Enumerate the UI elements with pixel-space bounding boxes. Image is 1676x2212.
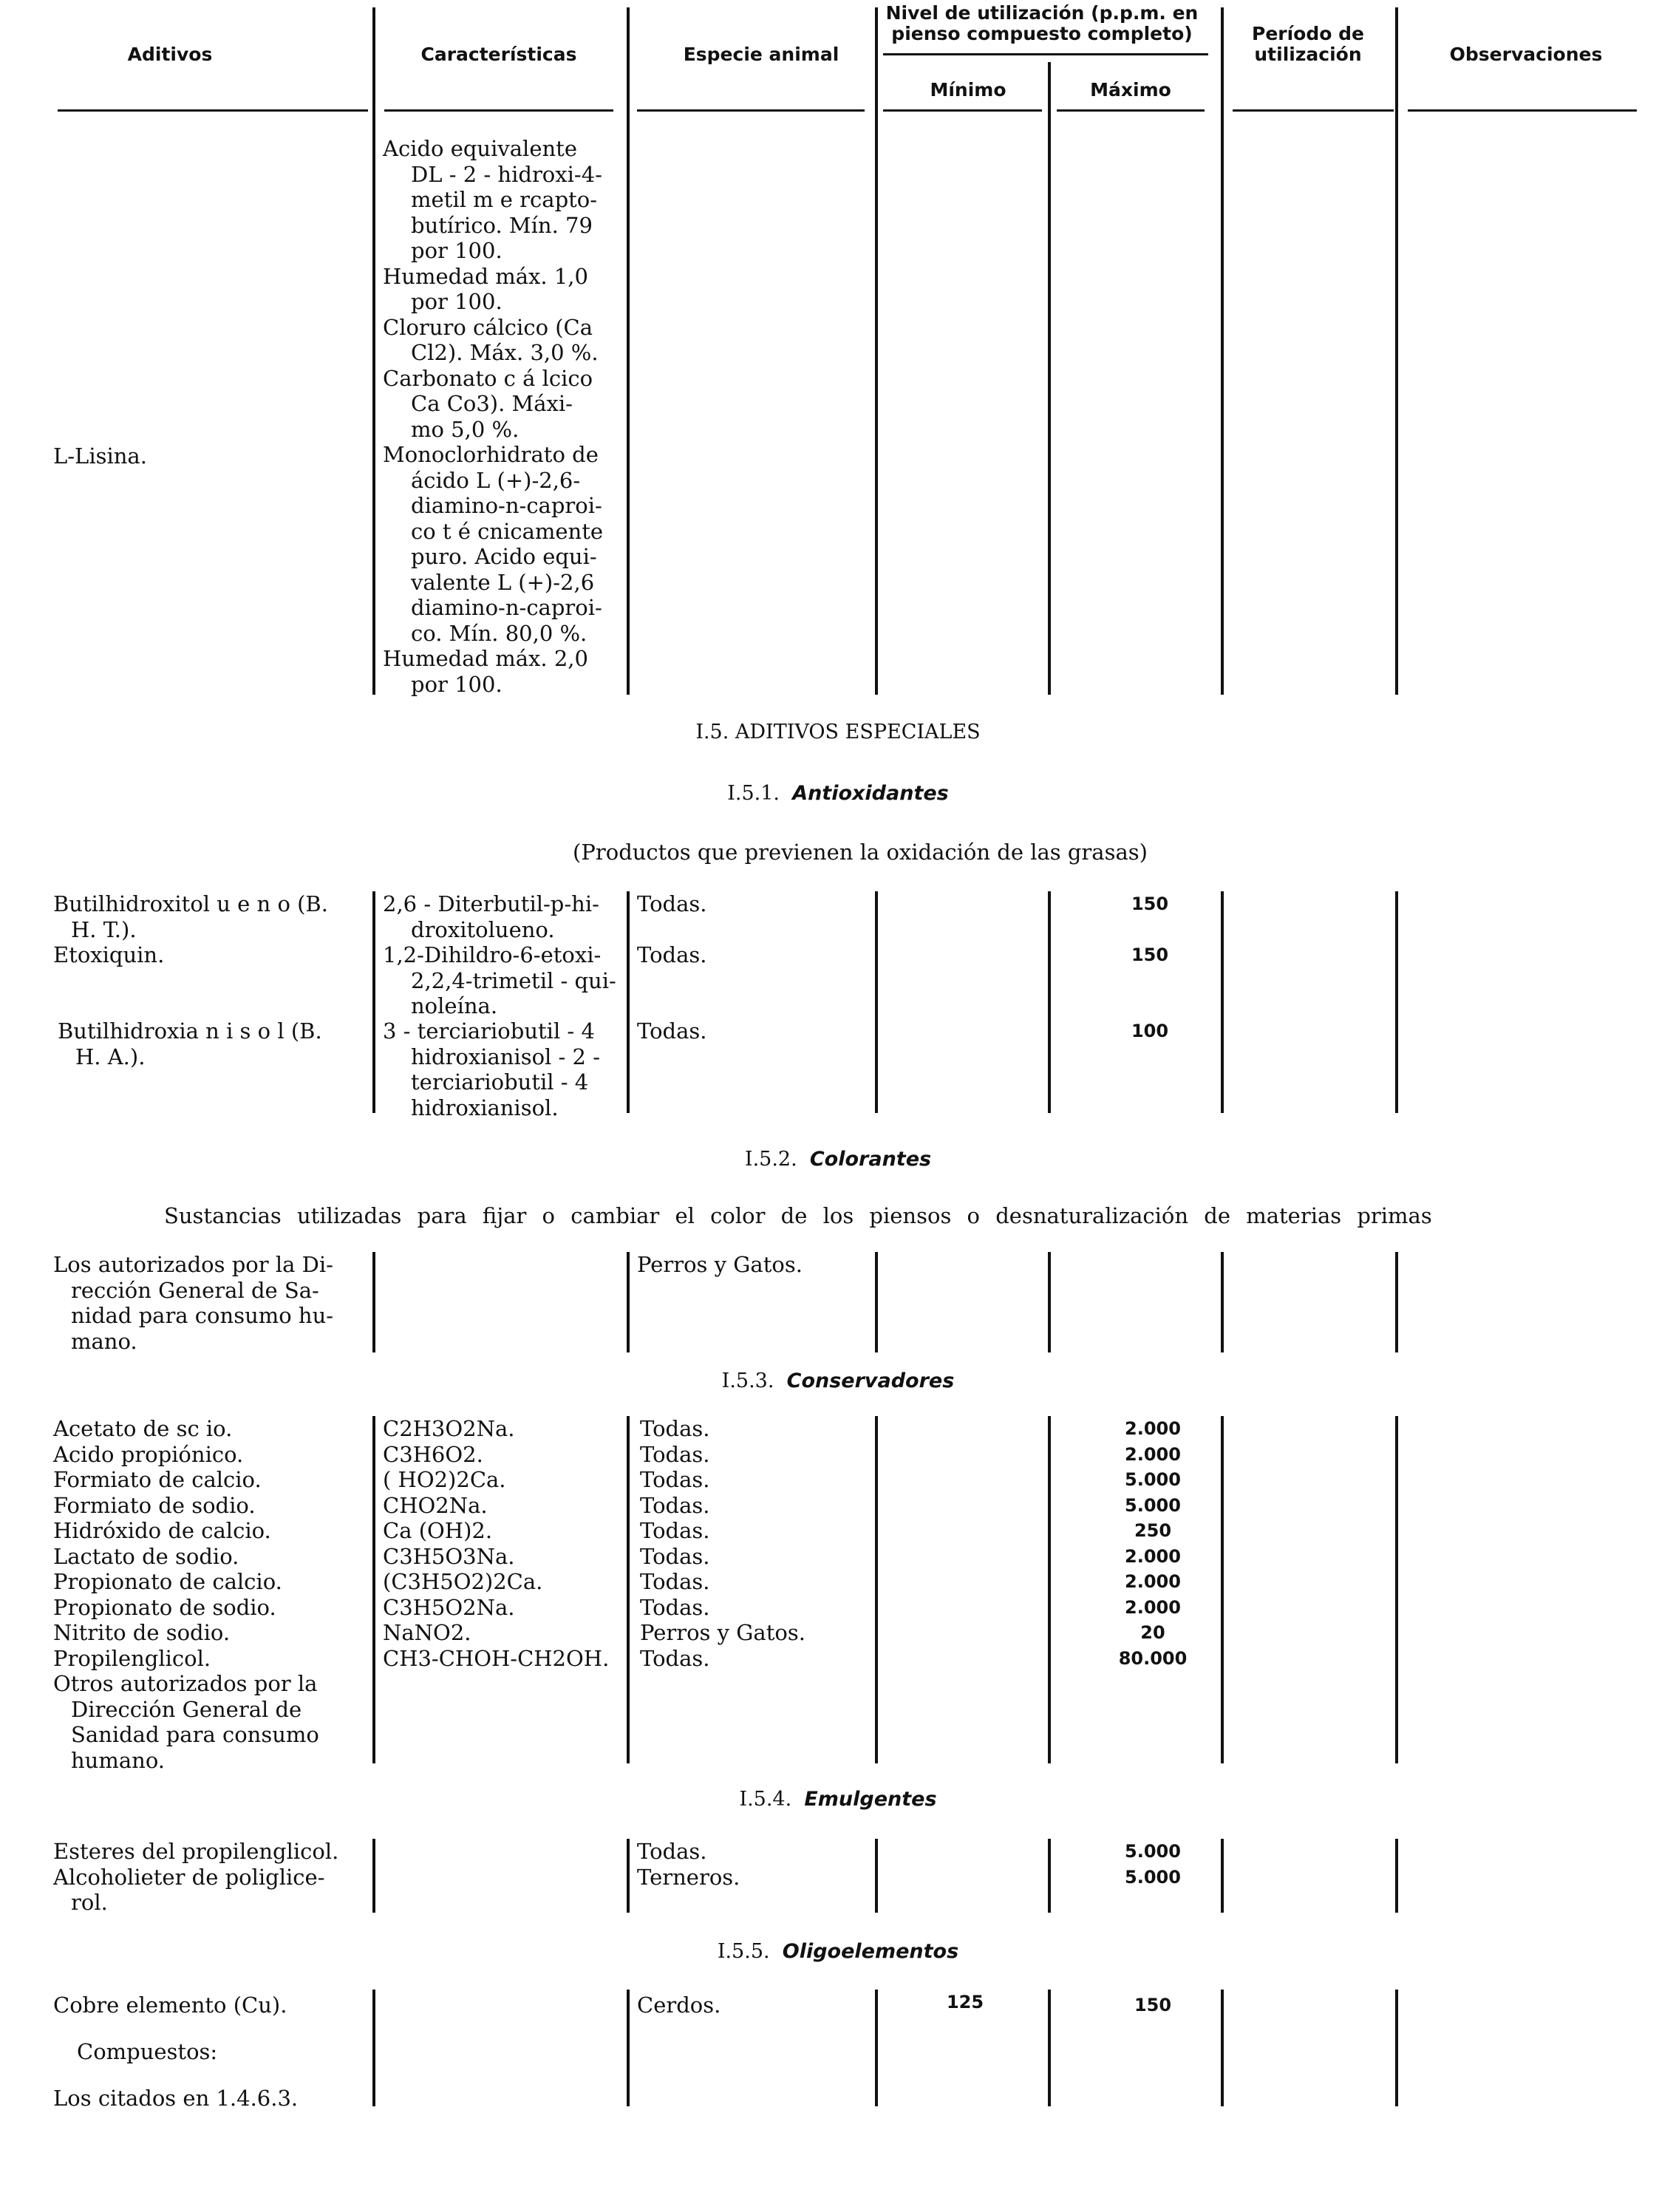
especie-cell: Perros y Gatos. (640, 1620, 805, 1645)
column-rule (875, 1990, 878, 2078)
column-rule (372, 1839, 375, 1913)
car-line: valente L (+)-2,6 (411, 569, 595, 595)
especie-cell: Cerdos. (637, 1992, 721, 2018)
maximo-cell: 150 (1131, 894, 1169, 914)
especie-cell: Todas. (640, 1518, 710, 1543)
table-row (53, 1252, 333, 1354)
car-line: co t é cnicamente (411, 518, 604, 544)
car-line: Humedad máx. 2,0 (383, 646, 588, 671)
maximo-cell: 2.000 (1125, 1545, 1181, 1567)
section-name: Emulgentes (804, 1788, 937, 1811)
header-nivel: Nivel de utilización (p.p.m. en pienso compuesto completo) (885, 2, 1199, 44)
compuestos-label: Compuestos: (77, 2039, 218, 2064)
aditivo-line: Sanidad para consumo (71, 1722, 319, 1747)
header-rule (637, 109, 865, 112)
column-rule (1221, 1990, 1224, 2078)
conservadores-maximos (1108, 1416, 1197, 1671)
maximo-cell: 2.000 (1125, 1596, 1181, 1618)
emulgentes-aditivos (53, 1839, 338, 1916)
formula-cell: NaNO2. (383, 1620, 471, 1645)
header-especie: Especie animal (683, 44, 839, 65)
car-line: 2,6 - Diterbutil-p-hi- (383, 891, 599, 916)
section-name: Antioxidantes (792, 782, 949, 805)
car-line: DL - 2 - hidroxi-4- (411, 161, 602, 187)
column-rule (1395, 1990, 1398, 2078)
car-line: Ca Co3). Máxi- (411, 391, 573, 416)
column-rule (875, 7, 878, 695)
emulgentes-especies (637, 1839, 740, 1890)
column-rule (627, 7, 630, 695)
citados-label: Los citados en 1.4.6.3. (53, 2086, 299, 2111)
maximo-cell: 20 (1140, 1622, 1165, 1643)
car-line: ácido L (+)-2,6- (411, 467, 581, 493)
car-line: droxitolueno. (411, 916, 555, 942)
car-line: Carbonato c á lcico (383, 365, 593, 391)
column-rule (875, 891, 878, 1113)
column-rule (875, 1252, 878, 1352)
especie-cell: Todas. (640, 1569, 710, 1594)
formula-cell: C3H5O2Na. (383, 1594, 515, 1620)
header-rule (883, 109, 1042, 112)
header-periodo: Período de utilización (1252, 23, 1364, 65)
table-row: Propionato de sodio. (53, 1594, 276, 1620)
car-line: Humedad máx. 1,0 (383, 263, 588, 289)
especie-cell: Todas. (637, 1018, 707, 1044)
column-rule (875, 1416, 878, 1763)
car-line: noleína. (411, 993, 498, 1018)
column-rule (1048, 62, 1051, 695)
column-rule (627, 891, 630, 1113)
column-rule (627, 1990, 630, 2078)
car-line: butírico. Mín. 79 (411, 212, 593, 238)
column-rule (372, 891, 375, 1113)
formula-cell: C3H5O3Na. (383, 1543, 515, 1569)
car-line: 1,2-Dihildro-6-etoxi- (383, 942, 602, 967)
table-row: Hidróxido de calcio. (53, 1518, 271, 1543)
especie-cell: Todas. (640, 1467, 710, 1492)
maximo-cell: 250 (1134, 1520, 1172, 1541)
colorantes-subtitle: Sustancias utilizadas para fijar o cambiar el color de los piensos o desnaturalización de materias primas (164, 1203, 1432, 1228)
section-number: I.5.2. (744, 1148, 797, 1171)
formula-cell: (C3H5O2)2Ca. (383, 1569, 543, 1594)
maximo-cell: 100 (1131, 1021, 1169, 1041)
conservadores-heading (0, 1369, 1676, 1394)
header-minimo: Mínimo (930, 79, 1006, 101)
column-rule (1395, 7, 1398, 695)
formula-cell: ( HO2)2Ca. (383, 1467, 506, 1492)
car-line: por 100. (411, 289, 503, 314)
maximo-cell: 150 (1134, 1995, 1172, 2015)
especie-cell: Todas. (640, 1594, 710, 1620)
section-number: I.5.1. (727, 782, 780, 805)
aditivo-line: Los autorizados por la Di- (53, 1252, 333, 1277)
header-rule (1408, 109, 1637, 112)
especie-cell: Todas. (640, 1492, 710, 1518)
column-rule (1221, 1416, 1224, 1763)
car-line: mo 5,0 %. (411, 416, 520, 442)
car-line: co. Mín. 80,0 %. (411, 620, 587, 646)
aditivo-line: H. T.). (71, 916, 137, 942)
oligoelementos-heading (0, 1939, 1676, 1964)
header-rule (384, 109, 613, 112)
column-rule (1221, 891, 1224, 1113)
antioxidantes-heading (0, 781, 1676, 806)
aditivo-line: Butilhidroxia n i s o l (B. (58, 1018, 322, 1044)
column-rule (1395, 1252, 1398, 1352)
especie-cell: Todas. (637, 891, 707, 916)
maximo-cell: 80.000 (1118, 1647, 1188, 1669)
header-observaciones: Observaciones (1449, 44, 1603, 65)
section-number: I.5.3. (721, 1369, 774, 1392)
aditivo-line: rol. (71, 1890, 108, 1915)
table-row (58, 1018, 322, 1069)
column-rule (1048, 1839, 1051, 1913)
table-row: Formiato de sodio. (53, 1492, 256, 1518)
table-row: Propionato de calcio. (53, 1569, 282, 1594)
column-rule (372, 1252, 375, 1352)
car-line: puro. Acido equi- (411, 544, 597, 569)
conservadores-especies (640, 1416, 805, 1671)
car-line: Monoclorhidrato de (383, 442, 599, 467)
column-rule (875, 2078, 878, 2106)
car-line: Acido equivalente (383, 136, 577, 161)
car-line: Cloruro cálcico (Ca (383, 314, 593, 340)
header-rule (1233, 109, 1394, 112)
car-line: 3 - terciariobutil - 4 (383, 1018, 595, 1044)
header-aditivos: Aditivos (127, 44, 213, 65)
car-line: por 100. (411, 238, 503, 263)
maximo-cell: 2.000 (1125, 1418, 1181, 1439)
column-rule (1221, 7, 1224, 695)
formula-cell: CH3-CHOH-CH2OH. (383, 1645, 610, 1671)
column-rule (627, 1416, 630, 1763)
caracteristicas-cell (383, 942, 616, 1019)
especie-cell: Todas. (640, 1543, 710, 1569)
conservadores-aditivos (53, 1416, 319, 1773)
table-row: Propilenglicol. (53, 1645, 211, 1671)
section-title: I.5. ADITIVOS ESPECIALES (695, 721, 981, 743)
column-rule (1221, 1252, 1224, 1352)
car-line: diamino-n-caproi- (411, 493, 602, 518)
car-line: hidroxianisol. (411, 1095, 559, 1120)
car-line: 2,2,4-trimetil - qui- (411, 967, 616, 993)
car-line: diamino-n-caproi- (411, 595, 602, 620)
column-rule (875, 1839, 878, 1913)
column-rule (627, 1252, 630, 1352)
caracteristicas-cell (383, 891, 599, 942)
maximo-cell: 5.000 (1125, 1841, 1181, 1862)
emulgentes-maximos (1108, 1839, 1197, 1890)
car-line: por 100. (411, 671, 503, 697)
especie-cell: Todas. (640, 1645, 710, 1671)
column-rule (1048, 1252, 1051, 1352)
section-number: I.5.5. (717, 1940, 770, 1963)
column-rule (1395, 2078, 1398, 2106)
table-row: Acido propiónico. (53, 1441, 244, 1467)
section-name: Colorantes (809, 1148, 932, 1171)
column-rule (372, 7, 375, 695)
aditivo-line: H. A.). (75, 1044, 146, 1069)
column-rule (1048, 2078, 1051, 2106)
aditivo-line: Otros autorizados por la (53, 1671, 318, 1696)
column-rule (372, 1990, 375, 2078)
table-row: Esteres del propilenglicol. (53, 1839, 339, 1864)
conservadores-formulas (383, 1416, 609, 1671)
maximo-cell: 2.000 (1125, 1571, 1181, 1592)
especie-cell: Todas. (637, 942, 707, 967)
table-row: Acetato de sc io. (53, 1416, 233, 1441)
section-name: Oligoelementos (782, 1940, 959, 1963)
column-rule (1395, 1839, 1398, 1913)
column-rule (1048, 1416, 1051, 1763)
column-rule (627, 2078, 630, 2106)
caracteristicas-cell (383, 1018, 600, 1120)
header-rule (58, 109, 368, 112)
minimo-cell: 125 (946, 1992, 984, 2012)
aditivo-line: nidad para consumo hu- (71, 1303, 334, 1328)
especie-cell: Terneros. (637, 1864, 740, 1890)
aditivo-cell: Cobre elemento (Cu). (53, 1992, 287, 2018)
maximo-cell: 5.000 (1125, 1469, 1181, 1490)
column-rule (1221, 2078, 1224, 2106)
formula-cell: Ca (OH)2. (383, 1518, 493, 1543)
header-rule (883, 53, 1208, 55)
table-row: Formiato de calcio. (53, 1467, 262, 1492)
header-caracteristicas: Características (420, 44, 577, 65)
section-name: Conservadores (786, 1369, 955, 1392)
aditivo-line: Butilhidroxitol u e n o (B. (53, 891, 328, 916)
column-rule (1395, 891, 1398, 1113)
column-rule (1048, 891, 1051, 1113)
colorantes-heading (0, 1147, 1676, 1172)
header-rule (1057, 109, 1205, 112)
car-line: terciariobutil - 4 (411, 1069, 589, 1095)
table-row (53, 891, 328, 942)
especie-cell: Todas. (637, 1839, 707, 1864)
maximo-cell: 2.000 (1125, 1443, 1181, 1465)
header-maximo: Máximo (1090, 79, 1171, 101)
aditivo-line: rección General de Sa- (71, 1277, 319, 1303)
car-line: Cl2). Máx. 3,0 %. (411, 340, 599, 365)
column-rule (1395, 1416, 1398, 1763)
car-line: metil m e rcapto- (411, 187, 598, 212)
especie-cell: Todas. (640, 1441, 710, 1467)
lisina-name: L-Lisina. (53, 443, 147, 469)
maximo-cell: 5.000 (1125, 1494, 1181, 1516)
emulgentes-heading (0, 1787, 1676, 1812)
table-row: Alcoholieter de poliglice- (53, 1864, 325, 1890)
section-number: I.5.4. (739, 1788, 792, 1811)
aditivo-line: humano. (71, 1747, 165, 1773)
antioxidantes-subtitle: (Productos que previenen la oxidación de las grasas) (573, 840, 1148, 865)
especie-cell: Perros y Gatos. (637, 1252, 803, 1277)
column-rule (1221, 1839, 1224, 1913)
aditivo-line: Dirección General de (71, 1696, 302, 1722)
car-line: hidroxianisol - 2 - (411, 1044, 601, 1069)
maximo-cell: 150 (1131, 945, 1169, 965)
column-rule (627, 1839, 630, 1913)
aditivo-line: mano. (71, 1328, 137, 1354)
aditivo-line: Etoxiquin. (53, 942, 165, 967)
column-rule (372, 1416, 375, 1763)
formula-cell: CHO2Na. (383, 1492, 488, 1518)
table-row: Lactato de sodio. (53, 1543, 239, 1569)
especie-cell: Todas. (640, 1416, 710, 1441)
column-rule (372, 2078, 375, 2106)
table-row: Nitrito de sodio. (53, 1620, 231, 1645)
lisina-caracteristicas (383, 136, 603, 697)
column-rule (1048, 1990, 1051, 2078)
formula-cell: C3H6O2. (383, 1441, 483, 1467)
formula-cell: C2H3O2Na. (383, 1416, 515, 1441)
maximo-cell: 5.000 (1125, 1866, 1181, 1888)
